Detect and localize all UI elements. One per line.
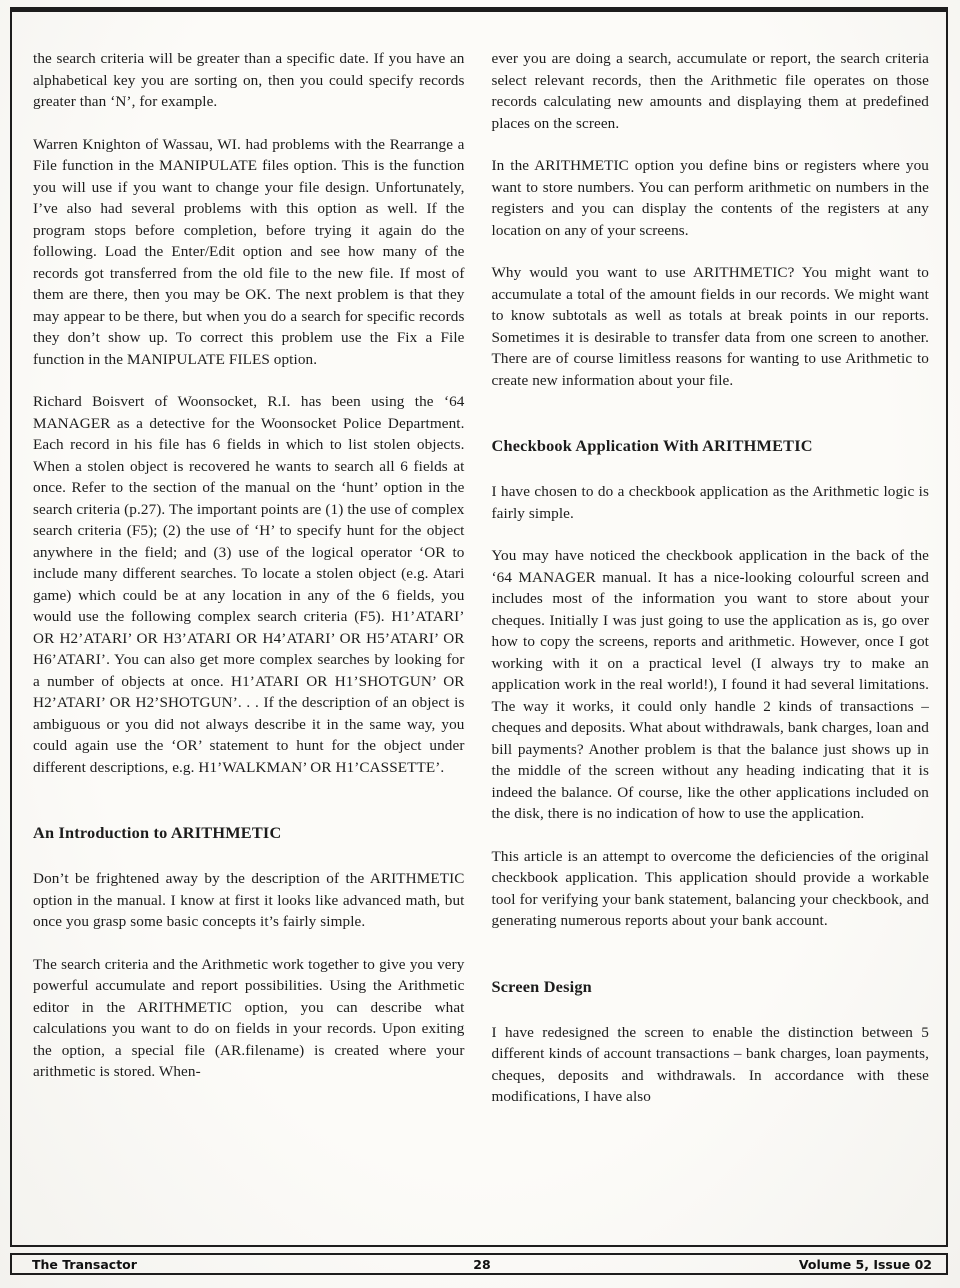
footer-journal-title: The Transactor bbox=[32, 1256, 137, 1272]
paragraph: Richard Boisvert of Woonsocket, R.I. has been using the ‘64 MANAGER as a detective for the Woonsocket Police Department. Each record in his file has 6 fields in which to list stolen objects. When a stolen object is recovered he wants to search all 6 fields at once. Refer to the section of the manual on the ‘hunt’ option in the search criteria (p.27). The important points are (1) the use of complex search criteria (F5); (2) the use of ‘H’ to specify hunt for the object anywhere in the field; and (3) use of the logical operator ‘OR to include many different searches. To locate a stolen object (e.g. Atari game) which could be at any location in any of the 6 fields, you would use the following complex search criteria (F5). H1’ATARI’ OR H2’ATARI’ OR H3’ATARI OR H4’ATARI’ OR H5’ATARI’ OR H6’ATARI’. You can also get more complex searches by looking for a number of objects at once. H1’ATARI OR H1’SHOTGUN’ OR H2’ATARI’ OR H2’SHOTGUN’. . . If the description of an object is ambiguous or you did not always describe it in the same way, you could again use the ‘OR’ statement to hunt for the object under different descriptions, e.g. H1’WALKMAN’ OR H1’CASSETTE’. bbox=[33, 393, 465, 776]
paragraph: I have redesigned the screen to enable the distinction between 5 different kinds of account transactions – bank charges, loan payments, cheques, deposits and withdrawals. In accordance with these modifications, I have also bbox=[491, 1023, 929, 1105]
page-footer bbox=[10, 1253, 948, 1275]
paragraph: I have chosen to do a checkbook application as the Arithmetic logic is fairly simple. bbox=[491, 483, 929, 522]
column-left bbox=[33, 48, 465, 1129]
footer-volume-issue: Volume 5, Issue 02 bbox=[798, 1256, 932, 1272]
paragraph: This article is an attempt to overcome the deficiencies of the original checkbook application. This application should provide a workable tool for verifying your bank statement, balancing your checkbook, and generating numerous reports about your bank account. bbox=[491, 847, 929, 929]
paragraph: Warren Knighton of Wassau, WI. had problems with the Rearrange a File function in the MANIPULATE files option. This is the function you will use if you want to change your file design. Unfortunately, I’ve also had several problems with this option as well. If the program stops before completion, before trying it again do the following. Load the Enter/Edit option and see how many of the records got transferred from the old file to the new file. If most of them are there, then you may be OK. The next problem is that they may appear to be there, but when you do a search for specific records they don’t show up. To correct this problem use the Fix a File function in the MANIPULATE FILES option. bbox=[33, 135, 465, 368]
paragraph: You may have noticed the checkbook application in the back of the ‘64 MANAGER manual. It has a nice-looking colourful screen and includes most of the information you want to store about your cheques. Initially I was just going to use the application as is, go over how to copy the screens, reports and arithmetic. However, once I got working with it on a practical level (I always try to make an application work in the real world!), I found it had several limitations. The way it works, it could only handle 2 kinds of transactions – cheques and deposits. What about withdrawals, bank charges, loan and bill payments? Another problem is that the balance just shows up in the middle of the screen without any heading indicating that it is indeed the balance. Of course, like the other applications included on the disk, there is no indication of how to use the application. bbox=[491, 547, 929, 822]
section-heading-checkbook-application: Checkbook Application With ARITHMETIC bbox=[491, 436, 813, 455]
section-heading-arithmetic-intro: An Introduction to ARITHMETIC bbox=[33, 823, 282, 842]
paragraph: The search criteria and the Arithmetic work together to give you very powerful accumulate and report possibilities. Using the Arithmetic editor in the ARITHMETIC option, you can describe what calculations you want to do on fields in your records. Upon exiting the option, a special file (AR.filename) is created where your arithmetic is stored. When- bbox=[33, 955, 465, 1080]
paragraph: Don’t be frightened away by the description of the ARITHMETIC option in the manual. I know at first it looks like advanced math, but once you grasp some basic concepts it’s fairly simple. bbox=[33, 870, 465, 930]
two-column-layout bbox=[33, 48, 929, 1129]
column-right bbox=[492, 48, 930, 1129]
paragraph: ever you are doing a search, accumulate or report, the search criteria select relevant records, then the Arithmetic file operates on those records calculating new amounts and displaying them at predefined places on the screen. bbox=[491, 50, 929, 132]
footer-page-number: 28 bbox=[473, 1256, 491, 1272]
section-heading-screen-design: Screen Design bbox=[491, 976, 592, 996]
paragraph: Why would you want to use ARITHMETIC? You might want to accumulate a total of the amount fields in our records. We might want to know subtotals as well as totals at break points in our reports. Sometimes it is desirable to transfer data from one screen to another. There are of course limitless reasons for wanting to use Arithmetic to create new information about your file. bbox=[491, 264, 929, 389]
paragraph: the search criteria will be greater than a specific date. If you have an alphabetical key you are sorting on, then you could specify records greater than ‘N’, for example. bbox=[33, 50, 465, 110]
paragraph: In the ARITHMETIC option you define bins or registers where you want to store numbers. You can perform arithmetic on numbers in the registers and you can display the contents of the registers at any location on any of your screens. bbox=[491, 157, 929, 239]
page-content-frame bbox=[10, 7, 948, 1247]
